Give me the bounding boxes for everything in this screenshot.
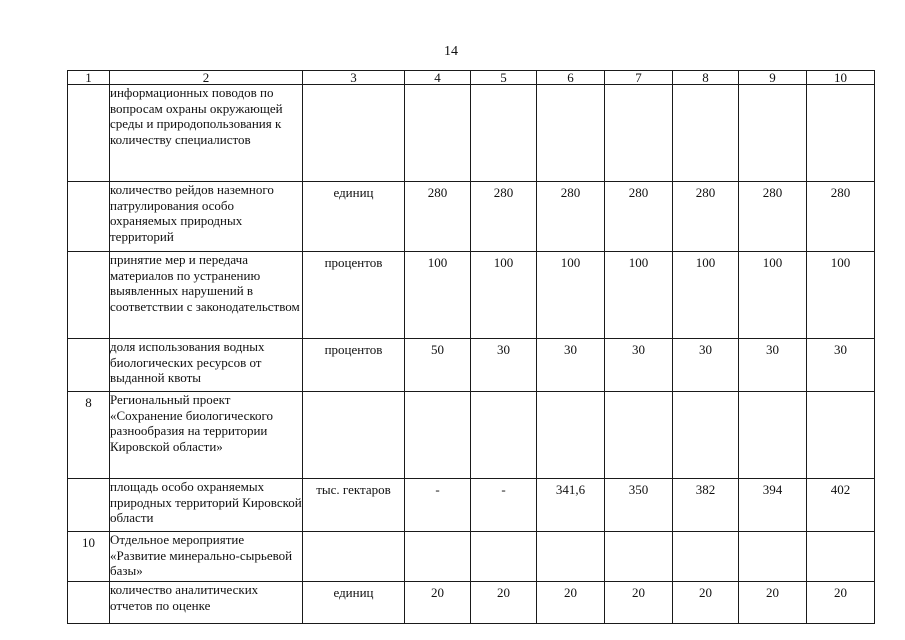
- value: 20: [431, 585, 444, 600]
- value-cell-col-6: [537, 252, 605, 339]
- value: 100: [762, 255, 783, 270]
- value-cell-col-6: [537, 392, 605, 479]
- value: 50: [431, 342, 444, 357]
- row-index: [68, 252, 109, 255]
- row-name-cell: [110, 392, 303, 479]
- table-row: [68, 339, 875, 392]
- value-cell-col-5: [471, 582, 537, 624]
- value: 280: [830, 185, 851, 200]
- value-cell-col-4: [405, 532, 471, 582]
- value-cell-col-6: [537, 182, 605, 252]
- row-name: количество аналитических отчетов по оценке: [110, 582, 259, 613]
- value-cell-col-8: [673, 252, 739, 339]
- row-name: доля использования водных биологических ресурсов от выданной квоты: [110, 339, 265, 385]
- header-cell-6: 6: [537, 71, 605, 85]
- header-cell-9: 9: [739, 71, 807, 85]
- value: 20: [834, 585, 847, 600]
- row-index-cell: [68, 532, 110, 582]
- header-cell-1: 1: [68, 71, 110, 85]
- value-cell-col-9: [739, 532, 807, 582]
- value-cell-col-9: [739, 392, 807, 479]
- value: [537, 392, 604, 395]
- value: [739, 85, 806, 88]
- row-unit-cell: [303, 85, 405, 182]
- indicators-table: [67, 70, 875, 624]
- value-cell-col-7: [605, 252, 673, 339]
- table-row: [68, 582, 875, 624]
- table-row: [68, 85, 875, 182]
- row-index-cell: [68, 182, 110, 252]
- table-row: [68, 392, 875, 479]
- row-index-cell: [68, 582, 110, 624]
- value: [739, 392, 806, 395]
- value: [807, 392, 874, 395]
- row-index-cell: [68, 392, 110, 479]
- header-cell-2: 2: [110, 71, 303, 85]
- row-unit-cell: [303, 479, 405, 532]
- value: 100: [695, 255, 716, 270]
- row-name-cell: [110, 532, 303, 582]
- row-unit-cell: [303, 582, 405, 624]
- value-cell-col-6: [537, 582, 605, 624]
- value-cell-col-7: [605, 85, 673, 182]
- value: 382: [695, 482, 716, 497]
- row-unit-cell: [303, 392, 405, 479]
- value: [807, 85, 874, 88]
- value-cell-col-9: [739, 182, 807, 252]
- value-cell-col-6: [537, 339, 605, 392]
- value-cell-col-8: [673, 582, 739, 624]
- table-row: [68, 182, 875, 252]
- value: [673, 85, 738, 88]
- value-cell-col-7: [605, 339, 673, 392]
- value-cell-col-4: [405, 252, 471, 339]
- value: [405, 392, 470, 395]
- value-cell-col-5: [471, 392, 537, 479]
- value-cell-col-9: [739, 582, 807, 624]
- value: 30: [497, 342, 510, 357]
- value: 341,6: [555, 482, 586, 497]
- row-name: количество рейдов наземного патрулирования особо охраняемых природных территорий: [110, 182, 274, 244]
- value-cell-col-6: [537, 85, 605, 182]
- value: [673, 532, 738, 535]
- value-cell-col-5: [471, 85, 537, 182]
- value-cell-col-10: [807, 392, 875, 479]
- value: 100: [560, 255, 581, 270]
- header-cell-7: 7: [605, 71, 673, 85]
- value-cell-col-5: [471, 479, 537, 532]
- header-cell-5: 5: [471, 71, 537, 85]
- row-index-cell: [68, 252, 110, 339]
- row-index: [68, 182, 109, 185]
- row-unit-cell: [303, 182, 405, 252]
- value: [537, 85, 604, 88]
- row-unit: [303, 532, 404, 535]
- row-index-cell: [68, 339, 110, 392]
- value: 30: [834, 342, 847, 357]
- value: 20: [564, 585, 577, 600]
- value: [739, 532, 806, 535]
- value: [405, 532, 470, 535]
- value: 20: [766, 585, 779, 600]
- value: 100: [628, 255, 649, 270]
- row-name: информационных поводов по вопросам охраны окружающей среды и природопользования к количеству специалистов: [110, 85, 283, 147]
- row-index-cell: [68, 479, 110, 532]
- value: 280: [628, 185, 649, 200]
- row-name: площадь особо охраняемых природных территорий Кировской области: [110, 479, 302, 525]
- value: [673, 392, 738, 395]
- value-cell-col-4: [405, 582, 471, 624]
- value-cell-col-4: [405, 339, 471, 392]
- value: 280: [695, 185, 716, 200]
- value-cell-col-10: [807, 85, 875, 182]
- row-unit: единиц: [333, 185, 374, 200]
- header-cell-10: 10: [807, 71, 875, 85]
- value: 100: [493, 255, 514, 270]
- value: [471, 392, 536, 395]
- table-row: [68, 252, 875, 339]
- row-name-cell: [110, 582, 303, 624]
- row-index: [68, 339, 109, 342]
- value-cell-col-10: [807, 532, 875, 582]
- value-cell-col-4: [405, 392, 471, 479]
- value: 280: [427, 185, 448, 200]
- value: 100: [427, 255, 448, 270]
- value: 402: [830, 482, 851, 497]
- header-row: [68, 71, 875, 85]
- value: 30: [632, 342, 645, 357]
- value: 30: [699, 342, 712, 357]
- value: 30: [564, 342, 577, 357]
- row-name-cell: [110, 479, 303, 532]
- row-unit: [303, 392, 404, 395]
- value-cell-col-7: [605, 182, 673, 252]
- value: 280: [560, 185, 581, 200]
- value: [605, 85, 672, 88]
- value: 350: [628, 482, 649, 497]
- value-cell-col-8: [673, 182, 739, 252]
- value-cell-col-6: [537, 532, 605, 582]
- row-name: Отдельное мероприятие «Развитие минерально-сырьевой базы»: [110, 532, 293, 578]
- value-cell-col-10: [807, 182, 875, 252]
- value: [471, 532, 536, 535]
- value: [605, 392, 672, 395]
- row-name-cell: [110, 182, 303, 252]
- row-name: Региональный проект «Сохранение биологического разнообразия на территории Кировской области»: [110, 392, 274, 454]
- value: 280: [762, 185, 783, 200]
- value-cell-col-8: [673, 532, 739, 582]
- value-cell-col-5: [471, 252, 537, 339]
- header-cell-3: 3: [303, 71, 405, 85]
- value-cell-col-5: [471, 339, 537, 392]
- value-cell-col-9: [739, 85, 807, 182]
- value-cell-col-5: [471, 182, 537, 252]
- value-cell-col-10: [807, 339, 875, 392]
- value-cell-col-8: [673, 339, 739, 392]
- row-index: 10: [82, 535, 95, 550]
- table-row: [68, 532, 875, 582]
- value: 20: [632, 585, 645, 600]
- value-cell-col-7: [605, 532, 673, 582]
- row-name-cell: [110, 339, 303, 392]
- value: 394: [762, 482, 783, 497]
- value-cell-col-8: [673, 85, 739, 182]
- value-cell-col-9: [739, 252, 807, 339]
- row-name-cell: [110, 252, 303, 339]
- value: 280: [493, 185, 514, 200]
- value-cell-col-6: [537, 479, 605, 532]
- value: 100: [830, 255, 851, 270]
- value-cell-col-10: [807, 582, 875, 624]
- header-cell-8: 8: [673, 71, 739, 85]
- row-index: [68, 85, 109, 88]
- row-unit: тыс. гектаров: [316, 482, 391, 497]
- row-unit: процентов: [324, 342, 383, 357]
- value-cell-col-5: [471, 532, 537, 582]
- value-cell-col-7: [605, 479, 673, 532]
- value: 20: [497, 585, 510, 600]
- row-index: [68, 479, 109, 482]
- row-name-cell: [110, 85, 303, 182]
- row-name: принятие мер и передача материалов по устранению выявленных нарушений в соответствии с законодательством: [110, 252, 300, 314]
- value-cell-col-4: [405, 85, 471, 182]
- value: [605, 532, 672, 535]
- value-cell-col-4: [405, 479, 471, 532]
- row-unit-cell: [303, 252, 405, 339]
- value: 30: [766, 342, 779, 357]
- value: [405, 85, 470, 88]
- value-cell-col-4: [405, 182, 471, 252]
- value-cell-col-8: [673, 479, 739, 532]
- value-cell-col-7: [605, 582, 673, 624]
- value-cell-col-7: [605, 392, 673, 479]
- value: -: [501, 482, 506, 497]
- value: 20: [699, 585, 712, 600]
- row-unit: [303, 85, 404, 88]
- row-unit: единиц: [333, 585, 374, 600]
- row-unit-cell: [303, 339, 405, 392]
- table-row: [68, 479, 875, 532]
- value-cell-col-10: [807, 479, 875, 532]
- row-unit-cell: [303, 532, 405, 582]
- header-cell-4: 4: [405, 71, 471, 85]
- value-cell-col-9: [739, 339, 807, 392]
- value-cell-col-8: [673, 392, 739, 479]
- value-cell-col-10: [807, 252, 875, 339]
- value: [537, 532, 604, 535]
- row-index: [68, 582, 109, 585]
- row-index: 8: [85, 395, 92, 410]
- value-cell-col-9: [739, 479, 807, 532]
- value: -: [435, 482, 440, 497]
- value: [807, 532, 874, 535]
- page-number: 14: [444, 44, 458, 59]
- row-index-cell: [68, 85, 110, 182]
- row-unit: процентов: [324, 255, 383, 270]
- value: [471, 85, 536, 88]
